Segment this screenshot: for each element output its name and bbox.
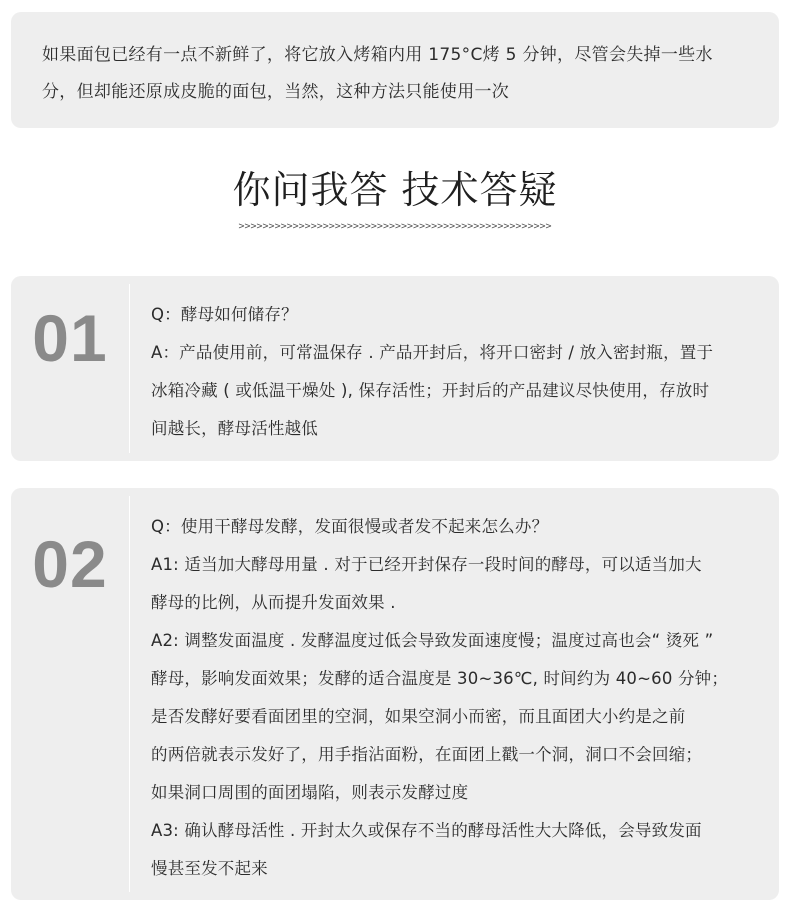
card-divider [129, 496, 130, 892]
storage-tip-line-2: 分，但却能还原成皮脆的面包，当然，这种方法只能使用一次 [42, 82, 510, 102]
qa-number: 01 [32, 301, 108, 375]
answer-line: 冰箱冷藏 ( 或低温干燥处 ), 保存活性；开封后的产品建议尽快使用，存放时 [151, 381, 710, 400]
storage-tip-line-1: 如果面包已经有一点不新鲜了，将它放入烤箱内用 175°C烤 5 分钟，尽管会失掉一些水 [42, 45, 713, 65]
answer-line: A：产品使用前，可常温保存 . 产品开封后，将开口密封 / 放入密封瓶，置于 [151, 343, 714, 362]
answer-line: 酵母的比例，从而提升发面效果 . [151, 593, 396, 612]
answer-line: 如果洞口周围的面团塌陷，则表示发酵过度 [151, 783, 469, 802]
card-divider [129, 284, 130, 453]
question-line: Q：使用干酵母发酵，发面很慢或者发不起来怎么办？ [151, 517, 549, 536]
qa-number: 02 [32, 527, 108, 601]
answer-line: A1: 适当加大酵母用量 . 对于已经开封保存一段时间的酵母，可以适当加大 [151, 555, 702, 574]
answer-line: 慢甚至发不起来 [151, 859, 268, 878]
answer-line: A2: 调整发面温度 . 发酵温度过低会导致发面速度慢；温度过高也会“ 烫死 ” [151, 631, 714, 650]
answer-line: 的两倍就表示发好了，用手指沾面粉，在面团上戳一个洞，洞口不会回缩； [151, 745, 703, 764]
qa-body [151, 296, 759, 448]
answer-line: 是否发酵好要看面团里的空洞，如果空洞小而密，而且面团大小约是之前 [151, 707, 686, 726]
answer-line: A3: 确认酵母活性 . 开封太久或保存不当的酵母活性大大降低，会导致发面 [151, 821, 702, 840]
answer-line: 酵母，影响发面效果；发酵的适合温度是 30~36℃, 时间约为 40~60 分钟； [151, 669, 729, 688]
qa-card-02 [11, 488, 779, 900]
storage-tip-box [11, 12, 779, 128]
qa-card-01 [11, 276, 779, 461]
section-title: 你问我答 技术答疑 [232, 168, 558, 212]
decorative-arrow-divider: >>>>>>>>>>>>>>>>>>>>>>>>>>>>>>>>>>>>>>>>>>>>>>>>>>>> [238, 221, 552, 232]
qa-body [151, 508, 759, 888]
question-line: Q：酵母如何储存？ [151, 305, 298, 324]
answer-line: 间越长，酵母活性越低 [151, 419, 318, 438]
